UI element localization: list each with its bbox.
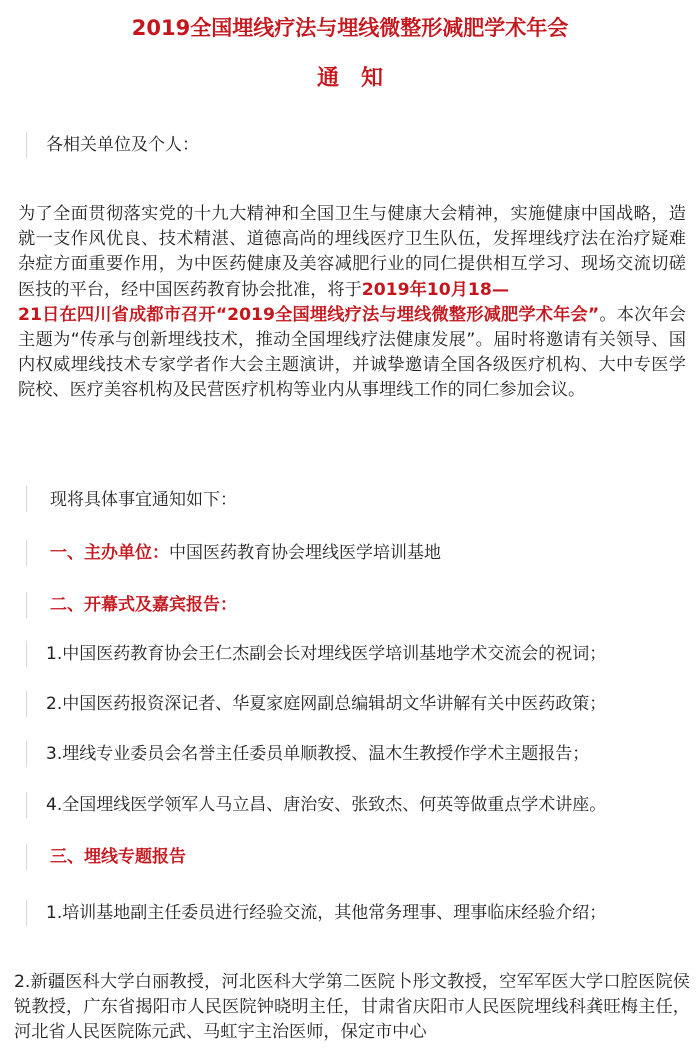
paragraph-marker bbox=[26, 900, 27, 926]
intro-paragraph bbox=[18, 202, 686, 404]
meeting-date-end: 21日在四川省成都市召开 bbox=[18, 304, 216, 325]
paragraph-marker bbox=[26, 486, 27, 512]
document-title: 2019全国埋线疗法与埋线微整形减肥学术年会 bbox=[131, 16, 569, 40]
section-opening-heading: 二、开幕式及嘉宾报告： bbox=[50, 595, 237, 615]
paragraph-marker bbox=[26, 844, 27, 870]
paragraph-marker bbox=[26, 792, 27, 818]
intro-text-1: 为了全面贯彻落实党的十九大精神和全国卫生与健康大会精神，实施健康中国战略，造就一支作风优良、技术精湛、道德高尚的埋线医疗卫生队伍，发挥埋线疗法在治疗疑难杂症方面重要作用，为中医药健康及美容减肥行业的同仁提供相互学习、现场交流切磋医技的平台，经中国医药教育协会批准，将于 bbox=[18, 204, 686, 300]
paragraph-marker bbox=[26, 540, 27, 566]
section-organizer bbox=[50, 541, 441, 565]
section-topics-heading: 三、埋线专题报告 bbox=[50, 847, 186, 867]
paragraph-marker bbox=[26, 641, 27, 667]
opening-item-4: 4.全国埋线医学领军人马立昌、唐治安、张致杰、何英等做重点学术讲座。 bbox=[46, 795, 607, 815]
paragraph-marker bbox=[26, 592, 27, 618]
opening-item-1: 1.中国医药教育协会王仁杰副会长对埋线医学培训基地学术交流会的祝词； bbox=[46, 644, 607, 664]
greeting: 各相关单位及个人： bbox=[46, 135, 199, 155]
paragraph-marker bbox=[26, 741, 27, 767]
section-organizer-heading: 一、主办单位： bbox=[50, 543, 169, 563]
opening-item-2: 2.中国医药报资深记者、华夏家庭网副总编辑胡文华讲解有关中医药政策； bbox=[46, 694, 607, 714]
notice-lead: 现将具体事宜通知如下： bbox=[50, 490, 237, 510]
meeting-date-start: 2019年10月18— bbox=[361, 279, 510, 300]
document-subtitle: 通知 bbox=[316, 66, 405, 91]
section-organizer-content: 中国医药教育协会埋线医学培训基地 bbox=[169, 543, 441, 563]
paragraph-marker bbox=[26, 132, 27, 158]
paragraph-marker bbox=[26, 691, 27, 717]
intro-text-2: 。本次年会主题为“传承与创新埋线技术，推动全国埋线疗法健康发展”。届时将邀请有关领导、国内权威埋线技术专家学者作大会主题演讲，并诚挚邀请全国各级医疗机构、大中专医学院校、医疗美容机构及民营医疗机构等业内从事埋线工作的同仁参加会议。 bbox=[18, 304, 686, 401]
topic-item-2: 2.新疆医科大学白丽教授，河北医科大学第二医院卜彤文教授，空军军医大学口腔医院侯锐教授，广东省揭阳市人民医院钟晓明主任，甘肃省庆阳市人民医院埋线科龚旺梅主任，河北省人民医院陈元武、马虹宇主治医师，保定市中心 bbox=[14, 972, 690, 1043]
opening-item-3: 3.埋线专业委员会名誉主任委员单顺教授、温木生教授作学术主题报告； bbox=[46, 744, 590, 764]
topic-item-1: 1.培训基地副主任委员进行经验交流，其他常务理事、理事临床经验介绍； bbox=[46, 903, 607, 923]
meeting-name: “2019全国埋线疗法与埋线微整形减肥学术年会” bbox=[215, 304, 600, 325]
